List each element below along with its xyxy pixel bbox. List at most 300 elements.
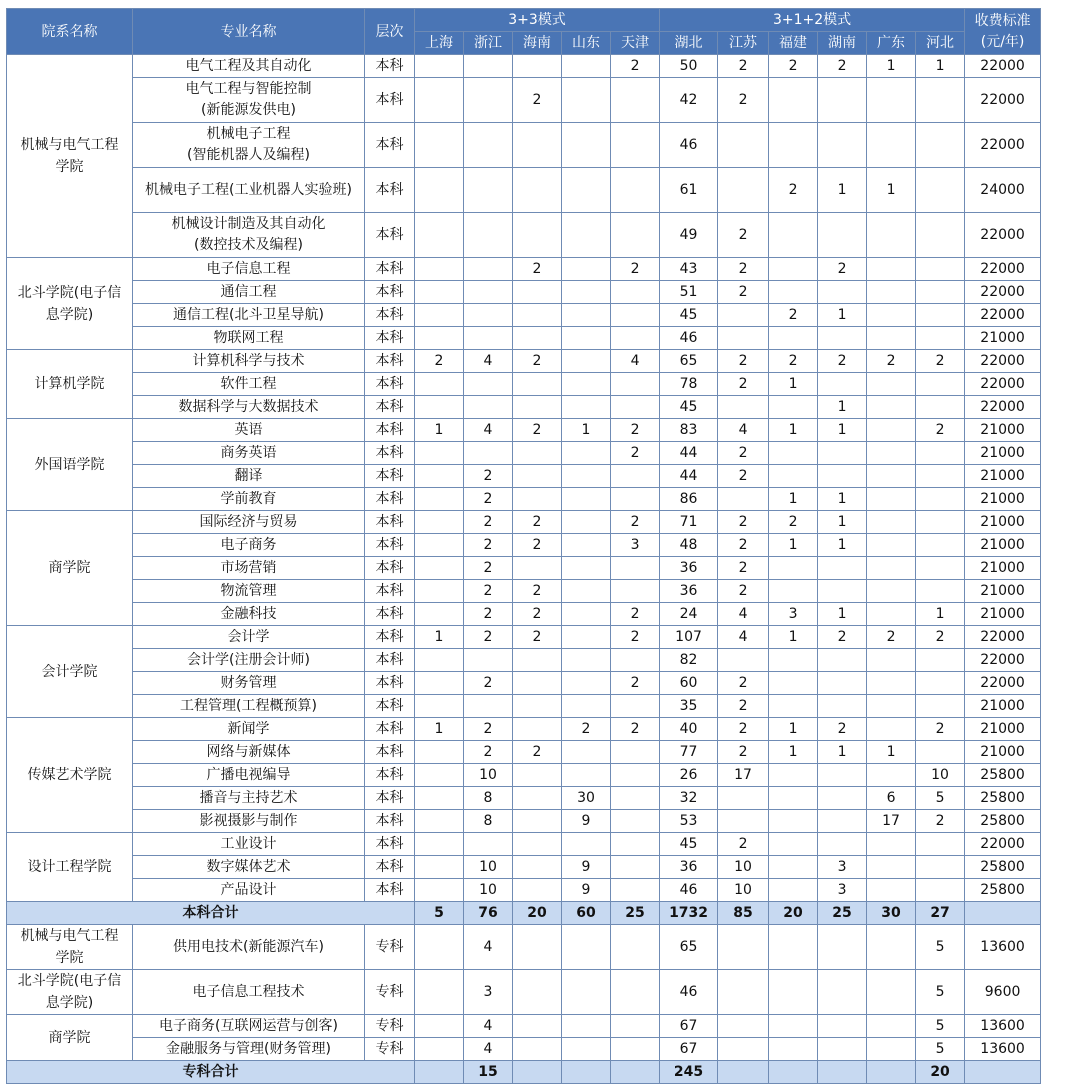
- quota-cell: 43: [660, 258, 718, 281]
- table-row: [7, 304, 1041, 327]
- quota-cell: [867, 879, 916, 902]
- quota-cell: [415, 327, 464, 350]
- quota-cell: 2: [464, 741, 513, 764]
- quota-cell: 2: [818, 718, 867, 741]
- quota-cell: [611, 810, 660, 833]
- quota-cell: 2: [769, 304, 818, 327]
- quota-cell: 6: [867, 787, 916, 810]
- quota-cell: 4: [718, 603, 769, 626]
- quota-cell: 82: [660, 649, 718, 672]
- fee-cell: 21000: [965, 534, 1041, 557]
- quota-cell: 2: [718, 213, 769, 258]
- level-cell: 本科: [365, 304, 415, 327]
- quota-cell: 2: [916, 350, 965, 373]
- quota-cell: 1: [867, 168, 916, 213]
- quota-cell: [916, 442, 965, 465]
- quota-cell: [769, 465, 818, 488]
- total-cell: 1732: [660, 902, 718, 925]
- quota-cell: 2: [718, 741, 769, 764]
- level-cell: 本科: [365, 442, 415, 465]
- major-cell: 电气工程及其自动化: [133, 55, 365, 78]
- undergrad-total-row: [7, 902, 1041, 925]
- header-fee-line2: (元/年): [980, 33, 1025, 50]
- quota-cell: [415, 304, 464, 327]
- fee-cell: 21000: [965, 603, 1041, 626]
- quota-cell: 2: [611, 603, 660, 626]
- level-cell: 本科: [365, 123, 415, 168]
- quota-cell: [513, 787, 562, 810]
- fee-cell: 21000: [965, 741, 1041, 764]
- quota-cell: [415, 856, 464, 879]
- quota-cell: 3: [769, 603, 818, 626]
- table-row: [7, 856, 1041, 879]
- quota-cell: 2: [464, 718, 513, 741]
- fee-cell: 22000: [965, 123, 1041, 168]
- quota-cell: [513, 856, 562, 879]
- major-cell: 机械设计制造及其自动化 (数控技术及编程): [133, 213, 365, 258]
- quota-cell: [769, 764, 818, 787]
- major-cell: 机械电子工程(工业机器人实验班): [133, 168, 365, 213]
- level-cell: 本科: [365, 787, 415, 810]
- quota-cell: [916, 123, 965, 168]
- quota-cell: [867, 649, 916, 672]
- quota-cell: [415, 373, 464, 396]
- quota-cell: [818, 281, 867, 304]
- total-cell: [611, 1061, 660, 1084]
- table-row: [7, 55, 1041, 78]
- quota-cell: 2: [513, 534, 562, 557]
- quota-cell: [718, 970, 769, 1015]
- level-cell: 本科: [365, 741, 415, 764]
- quota-cell: 35: [660, 695, 718, 718]
- quota-cell: [562, 970, 611, 1015]
- quota-cell: [867, 511, 916, 534]
- quota-cell: [562, 695, 611, 718]
- quota-cell: [513, 123, 562, 168]
- quota-cell: 2: [818, 258, 867, 281]
- quota-cell: 1: [818, 396, 867, 419]
- quota-cell: 9: [562, 879, 611, 902]
- quota-cell: 4: [464, 350, 513, 373]
- quota-cell: [867, 1038, 916, 1061]
- quota-cell: [415, 465, 464, 488]
- quota-cell: 2: [769, 55, 818, 78]
- quota-cell: [818, 970, 867, 1015]
- quota-cell: [769, 1015, 818, 1038]
- quota-cell: 32: [660, 787, 718, 810]
- level-cell: 本科: [365, 695, 415, 718]
- quota-cell: 2: [464, 626, 513, 649]
- table-row: [7, 603, 1041, 626]
- quota-cell: [769, 1038, 818, 1061]
- quota-cell: 5: [916, 925, 965, 970]
- quota-cell: [513, 55, 562, 78]
- quota-cell: 4: [464, 925, 513, 970]
- quota-cell: [562, 626, 611, 649]
- fee-cell: 22000: [965, 304, 1041, 327]
- quota-cell: [513, 213, 562, 258]
- total-cell: [562, 1061, 611, 1084]
- quota-cell: [415, 213, 464, 258]
- quota-cell: [769, 879, 818, 902]
- fee-cell: 21000: [965, 442, 1041, 465]
- college-cell: 机械与电气工程 学院: [7, 925, 133, 970]
- table-row: [7, 741, 1041, 764]
- table-row: [7, 626, 1041, 649]
- level-cell: 本科: [365, 465, 415, 488]
- college-cell: 商学院: [7, 511, 133, 626]
- quota-cell: 61: [660, 168, 718, 213]
- quota-cell: 2: [818, 626, 867, 649]
- level-cell: 本科: [365, 557, 415, 580]
- major-cell: 广播电视编导: [133, 764, 365, 787]
- major-cell: 会计学(注册会计师): [133, 649, 365, 672]
- quota-cell: 86: [660, 488, 718, 511]
- quota-cell: [867, 856, 916, 879]
- fee-cell: 9600: [965, 970, 1041, 1015]
- quota-cell: [916, 649, 965, 672]
- level-cell: 本科: [365, 626, 415, 649]
- quota-cell: [611, 123, 660, 168]
- quota-cell: 2: [611, 511, 660, 534]
- quota-cell: [867, 419, 916, 442]
- quota-cell: [513, 764, 562, 787]
- quota-cell: 1: [769, 718, 818, 741]
- quota-cell: 1: [818, 511, 867, 534]
- quota-cell: [867, 764, 916, 787]
- total-cell: [718, 1061, 769, 1084]
- quota-cell: [867, 442, 916, 465]
- quota-cell: [562, 511, 611, 534]
- quota-cell: [611, 764, 660, 787]
- quota-cell: [867, 534, 916, 557]
- header-province: 天津: [611, 32, 660, 55]
- quota-cell: 2: [718, 55, 769, 78]
- quota-cell: 45: [660, 304, 718, 327]
- major-cell: 影视摄影与制作: [133, 810, 365, 833]
- quota-cell: [769, 810, 818, 833]
- header-province: 福建: [769, 32, 818, 55]
- fee-cell: 22000: [965, 213, 1041, 258]
- quota-cell: [513, 465, 562, 488]
- quota-cell: [415, 672, 464, 695]
- level-cell: 本科: [365, 810, 415, 833]
- quota-cell: [513, 925, 562, 970]
- quota-cell: [513, 833, 562, 856]
- level-cell: 本科: [365, 258, 415, 281]
- major-cell: 数据科学与大数据技术: [133, 396, 365, 419]
- quota-cell: [867, 603, 916, 626]
- quota-cell: 1: [818, 741, 867, 764]
- quota-cell: [562, 764, 611, 787]
- quota-cell: [562, 442, 611, 465]
- quota-cell: [415, 78, 464, 123]
- quota-cell: [769, 672, 818, 695]
- quota-cell: [415, 833, 464, 856]
- quota-cell: [769, 213, 818, 258]
- quota-cell: [611, 396, 660, 419]
- quota-cell: [611, 213, 660, 258]
- quota-cell: [611, 833, 660, 856]
- quota-cell: [718, 787, 769, 810]
- quota-cell: 3: [464, 970, 513, 1015]
- quota-cell: 2: [916, 626, 965, 649]
- quota-cell: [562, 78, 611, 123]
- quota-cell: [611, 787, 660, 810]
- quota-cell: [867, 327, 916, 350]
- level-cell: 本科: [365, 78, 415, 123]
- major-cell: 软件工程: [133, 373, 365, 396]
- major-cell: 商务英语: [133, 442, 365, 465]
- total-cell: 20: [769, 902, 818, 925]
- quota-cell: [867, 695, 916, 718]
- quota-cell: [415, 55, 464, 78]
- quota-cell: 5: [916, 787, 965, 810]
- total-cell: 15: [464, 1061, 513, 1084]
- table-row: [7, 557, 1041, 580]
- header-province: 湖北: [660, 32, 718, 55]
- fee-cell: 22000: [965, 672, 1041, 695]
- major-cell: 物流管理: [133, 580, 365, 603]
- quota-cell: 2: [718, 373, 769, 396]
- table-row: [7, 213, 1041, 258]
- quota-cell: 51: [660, 281, 718, 304]
- quota-cell: [513, 695, 562, 718]
- quota-cell: [611, 1015, 660, 1038]
- quota-cell: [513, 672, 562, 695]
- major-cell: 市场营销: [133, 557, 365, 580]
- quota-cell: [867, 970, 916, 1015]
- quota-cell: 46: [660, 327, 718, 350]
- level-cell: 本科: [365, 672, 415, 695]
- quota-cell: 48: [660, 534, 718, 557]
- fee-cell: 21000: [965, 465, 1041, 488]
- quota-cell: [611, 373, 660, 396]
- quota-cell: 8: [464, 787, 513, 810]
- quota-cell: [718, 649, 769, 672]
- quota-cell: [611, 970, 660, 1015]
- quota-cell: [611, 327, 660, 350]
- major-cell: 工业设计: [133, 833, 365, 856]
- quota-cell: [867, 1015, 916, 1038]
- quota-cell: 2: [513, 580, 562, 603]
- quota-cell: [415, 741, 464, 764]
- quota-cell: [562, 465, 611, 488]
- quota-cell: [718, 168, 769, 213]
- level-cell: 本科: [365, 718, 415, 741]
- college-cell: 计算机学院: [7, 350, 133, 419]
- quota-cell: [562, 213, 611, 258]
- quota-cell: [562, 603, 611, 626]
- table-row: [7, 833, 1041, 856]
- quota-cell: 3: [818, 856, 867, 879]
- quota-cell: [916, 396, 965, 419]
- quota-cell: 2: [464, 488, 513, 511]
- fee-cell: 13600: [965, 925, 1041, 970]
- quota-cell: 1: [867, 741, 916, 764]
- quota-cell: [867, 78, 916, 123]
- quota-cell: [916, 580, 965, 603]
- quota-cell: 2: [513, 741, 562, 764]
- quota-cell: [464, 442, 513, 465]
- quota-cell: 78: [660, 373, 718, 396]
- table-row: [7, 925, 1041, 970]
- quota-cell: 5: [916, 1015, 965, 1038]
- enrollment-plan-table: [6, 8, 1041, 1084]
- quota-cell: [562, 327, 611, 350]
- total-cell: [415, 1061, 464, 1084]
- total-cell: 20: [916, 1061, 965, 1084]
- quota-cell: 2: [718, 718, 769, 741]
- quota-cell: [718, 488, 769, 511]
- major-cell: 财务管理: [133, 672, 365, 695]
- header-province: 河北: [916, 32, 965, 55]
- quota-cell: [916, 258, 965, 281]
- quota-cell: [513, 304, 562, 327]
- quota-cell: [867, 213, 916, 258]
- quota-cell: 1: [769, 534, 818, 557]
- quota-cell: 65: [660, 925, 718, 970]
- header-province: 海南: [513, 32, 562, 55]
- level-cell: 本科: [365, 55, 415, 78]
- table-body: [7, 55, 1041, 1084]
- quota-cell: [611, 557, 660, 580]
- table-row: [7, 511, 1041, 534]
- quota-cell: [464, 833, 513, 856]
- quota-cell: 2: [916, 419, 965, 442]
- quota-cell: [415, 534, 464, 557]
- quota-cell: 2: [464, 465, 513, 488]
- quota-cell: [818, 833, 867, 856]
- quota-cell: [611, 649, 660, 672]
- quota-cell: [867, 672, 916, 695]
- quota-cell: 2: [513, 419, 562, 442]
- quota-cell: [867, 488, 916, 511]
- quota-cell: [818, 695, 867, 718]
- quota-cell: 2: [718, 511, 769, 534]
- quota-cell: [916, 879, 965, 902]
- quota-cell: [415, 764, 464, 787]
- quota-cell: 2: [718, 281, 769, 304]
- table-row: [7, 672, 1041, 695]
- table-row: [7, 580, 1041, 603]
- header-fee-line1: 收费标准: [974, 12, 1031, 29]
- quota-cell: [513, 1015, 562, 1038]
- quota-cell: [513, 718, 562, 741]
- quota-cell: [818, 373, 867, 396]
- quota-cell: 44: [660, 465, 718, 488]
- quota-cell: 1: [415, 718, 464, 741]
- quota-cell: [513, 810, 562, 833]
- total-cell: 25: [818, 902, 867, 925]
- quota-cell: [562, 741, 611, 764]
- quota-cell: 1: [818, 168, 867, 213]
- quota-cell: [916, 557, 965, 580]
- quota-cell: 2: [464, 580, 513, 603]
- header-level: 层次: [365, 9, 415, 55]
- quota-cell: [867, 925, 916, 970]
- quota-cell: 2: [718, 465, 769, 488]
- total-cell: 25: [611, 902, 660, 925]
- quota-cell: 2: [769, 350, 818, 373]
- quota-cell: [513, 488, 562, 511]
- college-cell: 北斗学院(电子信 息学院): [7, 970, 133, 1015]
- college-cell: 设计工程学院: [7, 833, 133, 902]
- quota-cell: [916, 327, 965, 350]
- major-cell: 工程管理(工程概预算): [133, 695, 365, 718]
- quota-cell: 1: [818, 419, 867, 442]
- level-cell: 本科: [365, 488, 415, 511]
- table-row: [7, 1038, 1041, 1061]
- level-cell: 本科: [365, 580, 415, 603]
- quota-cell: [513, 442, 562, 465]
- quota-cell: [611, 281, 660, 304]
- quota-cell: [867, 304, 916, 327]
- level-cell: 本科: [365, 396, 415, 419]
- quota-cell: [464, 304, 513, 327]
- total-cell: [818, 1061, 867, 1084]
- quota-cell: [611, 168, 660, 213]
- major-cell: 会计学: [133, 626, 365, 649]
- quota-cell: 2: [464, 511, 513, 534]
- quota-cell: [611, 879, 660, 902]
- fee-cell: 21000: [965, 511, 1041, 534]
- quota-cell: 2: [611, 718, 660, 741]
- table-row: [7, 488, 1041, 511]
- level-cell: 本科: [365, 168, 415, 213]
- quota-cell: 4: [718, 626, 769, 649]
- quota-cell: [464, 373, 513, 396]
- fee-cell: 22000: [965, 396, 1041, 419]
- quota-cell: [818, 1038, 867, 1061]
- table-row: [7, 168, 1041, 213]
- quota-cell: [464, 213, 513, 258]
- quota-cell: [818, 580, 867, 603]
- quota-cell: 2: [718, 350, 769, 373]
- fee-cell: 25800: [965, 856, 1041, 879]
- quota-cell: [867, 465, 916, 488]
- quota-cell: 2: [611, 419, 660, 442]
- quota-cell: [818, 672, 867, 695]
- level-cell: 本科: [365, 603, 415, 626]
- header-province: 浙江: [464, 32, 513, 55]
- level-cell: 本科: [365, 511, 415, 534]
- total-fee-cell: [965, 902, 1041, 925]
- quota-cell: [611, 78, 660, 123]
- quota-cell: 2: [611, 672, 660, 695]
- quota-cell: [718, 327, 769, 350]
- fee-cell: 22000: [965, 258, 1041, 281]
- fee-cell: 25800: [965, 787, 1041, 810]
- total-cell: [513, 1061, 562, 1084]
- quota-cell: [818, 78, 867, 123]
- quota-cell: 2: [513, 78, 562, 123]
- quota-cell: 42: [660, 78, 718, 123]
- quota-cell: [562, 557, 611, 580]
- quota-cell: [916, 856, 965, 879]
- fee-cell: 24000: [965, 168, 1041, 213]
- quota-cell: 4: [464, 1015, 513, 1038]
- college-cell: 机械与电气工程 学院: [7, 55, 133, 258]
- quota-cell: [818, 649, 867, 672]
- quota-cell: [769, 327, 818, 350]
- table-row: [7, 442, 1041, 465]
- quota-cell: 2: [611, 442, 660, 465]
- level-cell: 专科: [365, 925, 415, 970]
- quota-cell: 2: [513, 350, 562, 373]
- quota-cell: [867, 396, 916, 419]
- quota-cell: [916, 304, 965, 327]
